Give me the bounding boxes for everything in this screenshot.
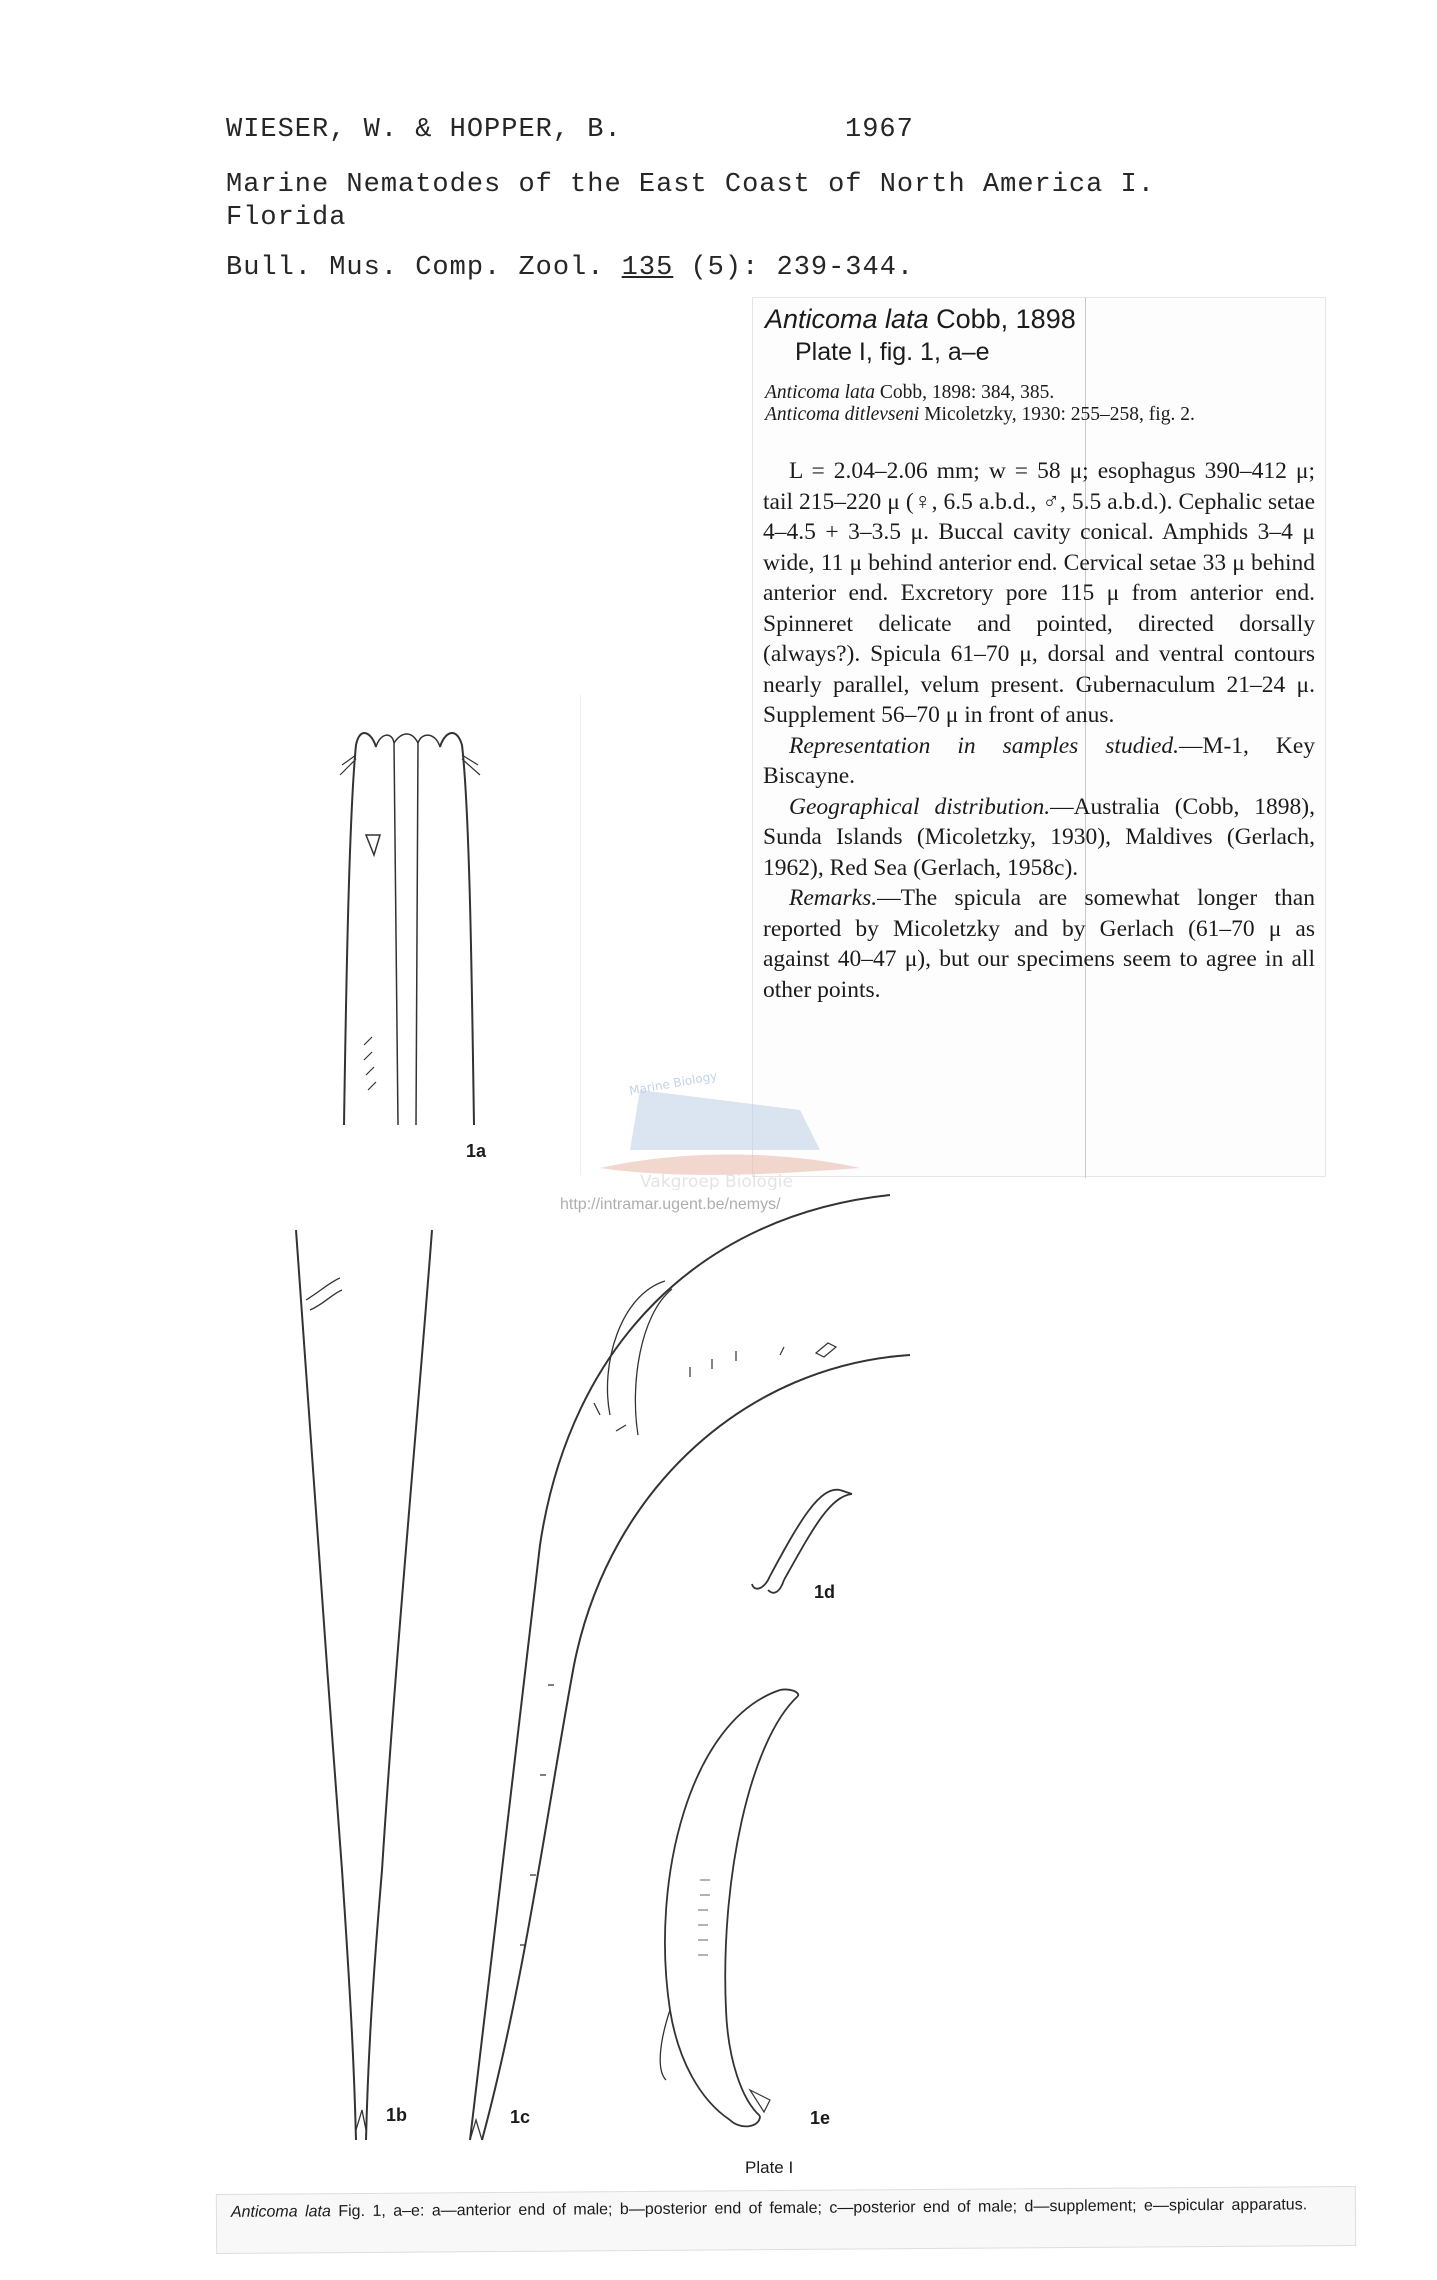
figure-1d-drawing: [740, 1480, 860, 1610]
reference-title-line1: Marine Nematodes of the East Coast of North America I.: [226, 170, 1155, 200]
distribution-paragraph: Geographical distribution.—Australia (Cobb, 1898), Sunda Islands (Micoletzky, 1930), Maldives (Gerlach, 1962), Red Sea (Gerlach, 1958c).: [763, 793, 1315, 881]
watermark-url: http://intramar.ugent.be/nemys/: [560, 1196, 781, 1213]
figure-caption: [216, 2186, 1356, 2254]
plate-label: Plate I: [745, 2158, 794, 2177]
journal-name: Bull. Mus. Comp. Zool.: [226, 253, 605, 283]
journal-issue-pages: (5): 239-344.: [690, 253, 915, 283]
caption-text: [217, 2187, 1355, 2230]
remarks-paragraph: Remarks.—The spicula are somewhat longer than reported by Micoletzky and by Gerlach (61–70 μ as against 40–47 μ), but our specimens seem to agree in all other points.: [763, 885, 1315, 1003]
figure-1a-drawing: [294, 695, 580, 1175]
watermark-line2: Vakgroep Biologie: [640, 1172, 793, 1190]
caption-body: Fig. 1, a–e: a—anterior end of male; b—posterior end of female; c—posterior end of male; d—supplement; e—spicular apparatus.: [338, 2196, 1308, 2221]
watermark-line1: Marine Biology: [628, 1068, 719, 1098]
figure-1b-drawing: [286, 1230, 446, 2160]
species-author: Cobb, 1898: [936, 304, 1076, 334]
synonym-entry: Anticoma ditlevseni Micoletzky, 1930: 255–258, fig. 2.: [765, 404, 1195, 425]
watermark: [560, 1050, 890, 1220]
representation-paragraph: Representation in samples studied.—M-1, Key Biscayne.: [763, 732, 1316, 789]
figure-1b-female-posterior: [286, 1230, 446, 2160]
reference-title-line2: Florida: [226, 203, 347, 233]
figure-label-1e: 1e: [810, 2108, 831, 2128]
figure-label-1b: 1b: [386, 2105, 408, 2125]
figure-1a-anterior-end: [294, 695, 581, 1175]
figure-label-1d: 1d: [814, 1582, 836, 1602]
plate-reference: Plate I, fig. 1, a–e: [795, 338, 990, 366]
synonym-list: [765, 382, 1317, 426]
journal-volume: 135: [621, 253, 674, 283]
figure-1e-spicular-apparatus: [630, 1680, 850, 2140]
synonym-entry: Anticoma lata Cobb, 1898: 384, 385.: [765, 382, 1055, 403]
reference-authors: WIESER, W. & HOPPER, B.: [226, 115, 622, 145]
figure-label-1a: 1a: [466, 1141, 487, 1161]
figure-label-1c: 1c: [510, 2107, 531, 2127]
figure-1d-supplement: [740, 1480, 860, 1610]
watermark-logo: [560, 1050, 890, 1190]
species-description-clipping: [752, 297, 1326, 1177]
figure-1e-drawing: [630, 1680, 850, 2140]
species-name: Anticoma lata: [765, 304, 929, 334]
morphology-paragraph: L = 2.04–2.06 mm; w = 58 μ; esophagus 390–412 μ; tail 215–220 μ (♀, 6.5 a.b.d., ♂, 5.5 a.b.d.). Cephalic setae 4–4.5 + 3–3.5 μ. Buccal cavity conical. Amphids 3–4 μ wide, 11 μ behind anterior end. Cervical setae 33 μ behind anterior end. Excretory pore 115 μ from anterior end. Spinneret delicate and pointed, directed dorsally (always?). Spicula 61–70 μ, dorsal and ventral contours nearly parallel, velum present. Gubernaculum 21–24 μ. Supplement 56–70 μ in front of anus.: [763, 458, 1315, 728]
description-body: [763, 456, 1315, 1005]
species-heading: [765, 304, 1076, 335]
reference-year: 1967: [845, 115, 914, 145]
caption-species: Anticoma lata: [230, 2203, 331, 2221]
reference-citation: [226, 253, 914, 283]
